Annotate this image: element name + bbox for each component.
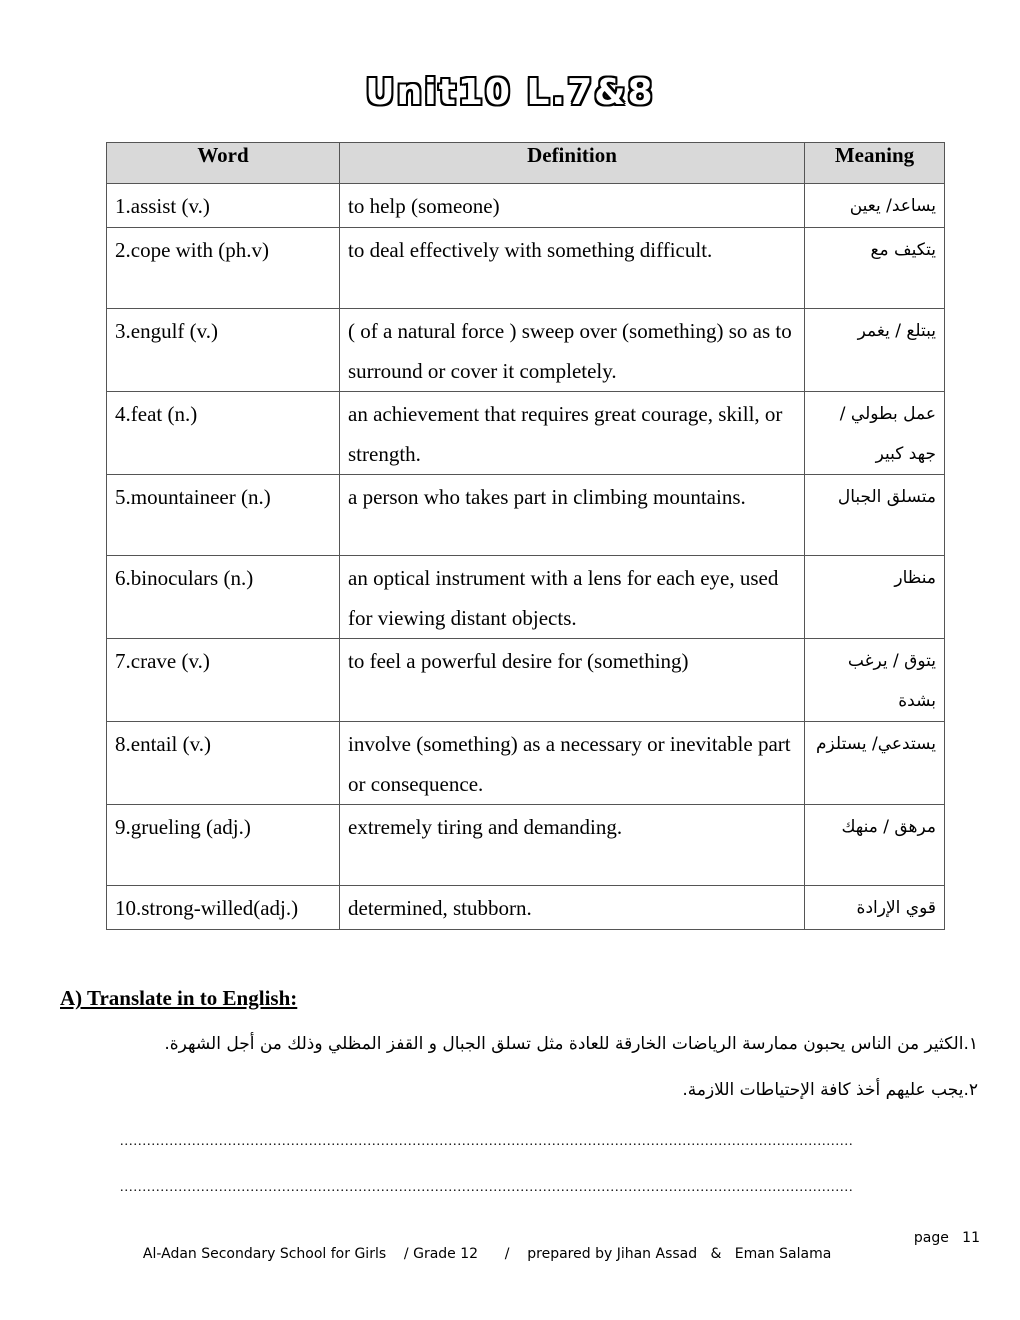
footer-text: Al-Adan Secondary School for Girls / Grade 12 / prepared by Jihan Assad & Eman Salama bbox=[142, 1246, 832, 1262]
word-cell: 3.engulf (v.) bbox=[107, 309, 340, 392]
definition-cell: extremely tiring and demanding. bbox=[340, 805, 805, 886]
table-row bbox=[107, 184, 945, 228]
word-cell: 6.binoculars (n.) bbox=[107, 556, 340, 639]
header-meaning: Meaning bbox=[805, 143, 945, 184]
meaning-cell: يبتلع / يغمر bbox=[805, 309, 945, 392]
word-cell: 2.cope with (ph.v) bbox=[107, 228, 340, 309]
table-row bbox=[107, 639, 945, 722]
page-footer bbox=[134, 1230, 984, 1278]
page-number: page 11 bbox=[913, 1230, 980, 1246]
arabic-sentence-1: ١.الكثير من الناس يحبون ممارسة الرياضات الخارقة للعادة مثل تسلق الجبال و القفز المظلي وذلك من أجل الشهرة. bbox=[164, 1034, 978, 1054]
meaning-cell: منظار bbox=[805, 556, 945, 639]
definition-cell: an optical instrument with a lens for each eye, used for viewing distant objects. bbox=[340, 556, 805, 639]
definition-cell: a person who takes part in climbing mountains. bbox=[340, 475, 805, 556]
section-a-title: A) Translate in to English: bbox=[60, 986, 298, 1010]
table-row bbox=[107, 392, 945, 475]
word-cell: 10.strong-willed(adj.) bbox=[107, 886, 340, 930]
definition-cell: ( of a natural force ) sweep over (something) so as to surround or cover it completely. bbox=[340, 309, 805, 392]
word-cell: 9.grueling (adj.) bbox=[107, 805, 340, 886]
table-row bbox=[107, 309, 945, 392]
table-row bbox=[107, 556, 945, 639]
definition-cell: determined, stubborn. bbox=[340, 886, 805, 930]
definition-cell: involve (something) as a necessary or inevitable part or consequence. bbox=[340, 722, 805, 805]
word-cell: 5.mountaineer (n.) bbox=[107, 475, 340, 556]
table-row bbox=[107, 722, 945, 805]
meaning-cell: يساعد/ يعين bbox=[805, 184, 945, 228]
definition-cell: to feel a powerful desire for (something) bbox=[340, 639, 805, 722]
word-cell: 7.crave (v.) bbox=[107, 639, 340, 722]
meaning-cell: يتوق / يرغب بشدة bbox=[805, 639, 945, 722]
definition-cell: to deal effectively with something difficult. bbox=[340, 228, 805, 309]
header-word: Word bbox=[107, 143, 340, 184]
page-title: Unit10 L.7&8 bbox=[365, 72, 655, 113]
table-row bbox=[107, 886, 945, 930]
header-definition: Definition bbox=[340, 143, 805, 184]
answer-line[interactable]: ................................................................................................................................................................... bbox=[120, 1180, 854, 1195]
word-cell: 8.entail (v.) bbox=[107, 722, 340, 805]
table-row bbox=[107, 805, 945, 886]
meaning-cell: مرهق / منهك bbox=[805, 805, 945, 886]
table-row bbox=[107, 475, 945, 556]
answer-line[interactable]: ................................................................................................................................................................... bbox=[120, 1134, 854, 1149]
arabic-sentence-2: ٢.يجب عليهم أخذ كافة الإحتياطات اللازمة. bbox=[682, 1080, 978, 1100]
definition-cell: to help (someone) bbox=[340, 184, 805, 228]
definition-cell: an achievement that requires great courage, skill, or strength. bbox=[340, 392, 805, 475]
vocabulary-table bbox=[106, 142, 945, 930]
meaning-cell: قوي الإرادة bbox=[805, 886, 945, 930]
meaning-cell: عمل بطولي / جهد كبير bbox=[805, 392, 945, 475]
word-cell: 1.assist (v.) bbox=[107, 184, 340, 228]
word-cell: 4.feat (n.) bbox=[107, 392, 340, 475]
meaning-cell: متسلق الجبال bbox=[805, 475, 945, 556]
meaning-cell: يتكيف مع bbox=[805, 228, 945, 309]
table-row bbox=[107, 228, 945, 309]
meaning-cell: يستدعي/ يستلزم bbox=[805, 722, 945, 805]
